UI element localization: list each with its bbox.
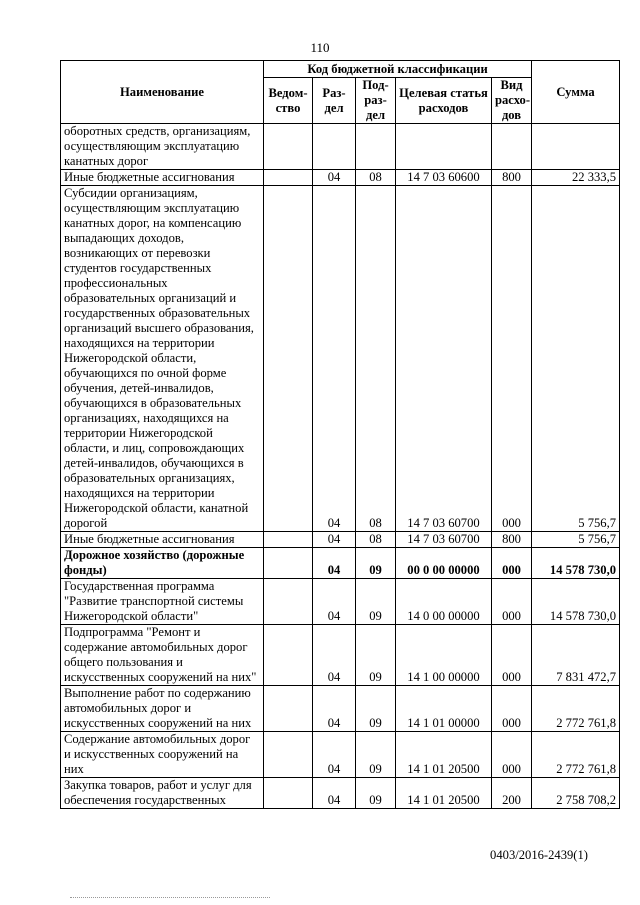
table-row bbox=[61, 778, 620, 809]
row-target-article-cell: 14 1 01 00000 bbox=[396, 686, 492, 732]
row-expense-type-cell: 000 bbox=[492, 579, 532, 625]
table-row bbox=[61, 124, 620, 170]
header-expense-type: Вид расхо-дов bbox=[492, 78, 532, 124]
row-razdel-cell bbox=[313, 124, 356, 170]
row-expense-type-cell bbox=[492, 124, 532, 170]
table-row bbox=[61, 170, 620, 186]
row-podrazdel-cell: 09 bbox=[356, 625, 396, 686]
row-target-article-cell: 14 1 01 20500 bbox=[396, 732, 492, 778]
row-razdel-cell: 04 bbox=[313, 778, 356, 809]
header-name: Наименование bbox=[61, 61, 264, 124]
table-row bbox=[61, 186, 620, 532]
row-target-article-cell: 14 0 00 00000 bbox=[396, 579, 492, 625]
row-sum-cell: 22 333,5 bbox=[532, 170, 620, 186]
row-razdel-cell: 04 bbox=[313, 579, 356, 625]
row-razdel-cell: 04 bbox=[313, 686, 356, 732]
row-vedomstvo-cell bbox=[264, 532, 313, 548]
row-sum-cell bbox=[532, 124, 620, 170]
row-razdel-cell: 04 bbox=[313, 186, 356, 532]
table-row bbox=[61, 579, 620, 625]
table-row bbox=[61, 686, 620, 732]
row-expense-type-cell: 800 bbox=[492, 170, 532, 186]
row-target-article-cell bbox=[396, 124, 492, 170]
scan-artifact-line bbox=[70, 897, 270, 899]
row-target-article-cell: 14 7 03 60700 bbox=[396, 186, 492, 532]
row-vedomstvo-cell bbox=[264, 186, 313, 532]
header-classification-group: Код бюджетной классификации bbox=[264, 61, 532, 78]
row-vedomstvo-cell bbox=[264, 548, 313, 579]
row-name-cell: Содержание автомобильных дорог и искусственных сооружений на них bbox=[61, 732, 264, 778]
row-target-article-cell: 00 0 00 00000 bbox=[396, 548, 492, 579]
row-name-cell: Подпрограмма "Ремонт и содержание автомобильных дорог общего пользования и искусственных сооружений на них" bbox=[61, 625, 264, 686]
page-number: 110 bbox=[310, 40, 330, 55]
row-sum-cell: 5 756,7 bbox=[532, 186, 620, 532]
budget-table bbox=[60, 60, 620, 809]
row-podrazdel-cell: 09 bbox=[356, 778, 396, 809]
row-name-cell: Выполнение работ по содержанию автомобильных дорог и искусственных сооружений на них bbox=[61, 686, 264, 732]
header-target-article: Целевая статья расходов bbox=[396, 78, 492, 124]
row-target-article-cell: 14 7 03 60700 bbox=[396, 532, 492, 548]
row-name-cell: Иные бюджетные ассигнования bbox=[61, 532, 264, 548]
row-sum-cell: 14 578 730,0 bbox=[532, 579, 620, 625]
row-vedomstvo-cell bbox=[264, 778, 313, 809]
row-name-cell: Закупка товаров, работ и услуг для обеспечения государственных bbox=[61, 778, 264, 809]
table-row bbox=[61, 625, 620, 686]
row-podrazdel-cell: 09 bbox=[356, 579, 396, 625]
row-podrazdel-cell: 08 bbox=[356, 170, 396, 186]
row-sum-cell: 2 772 761,8 bbox=[532, 686, 620, 732]
row-vedomstvo-cell bbox=[264, 124, 313, 170]
row-expense-type-cell: 000 bbox=[492, 625, 532, 686]
row-vedomstvo-cell bbox=[264, 732, 313, 778]
row-vedomstvo-cell bbox=[264, 686, 313, 732]
row-vedomstvo-cell bbox=[264, 170, 313, 186]
table-row bbox=[61, 732, 620, 778]
row-sum-cell: 5 756,7 bbox=[532, 532, 620, 548]
row-vedomstvo-cell bbox=[264, 625, 313, 686]
row-expense-type-cell: 000 bbox=[492, 732, 532, 778]
row-expense-type-cell: 000 bbox=[492, 186, 532, 532]
row-podrazdel-cell: 09 bbox=[356, 732, 396, 778]
document-code: 0403/2016-2439(1) bbox=[490, 848, 588, 862]
row-podrazdel-cell bbox=[356, 124, 396, 170]
row-target-article-cell: 14 1 00 00000 bbox=[396, 625, 492, 686]
header-razdel: Раз-дел bbox=[313, 78, 356, 124]
row-target-article-cell: 14 1 01 20500 bbox=[396, 778, 492, 809]
row-sum-cell: 7 831 472,7 bbox=[532, 625, 620, 686]
row-podrazdel-cell: 08 bbox=[356, 532, 396, 548]
row-razdel-cell: 04 bbox=[313, 732, 356, 778]
header-podrazdel: Под-раз-дел bbox=[356, 78, 396, 124]
row-razdel-cell: 04 bbox=[313, 625, 356, 686]
row-razdel-cell: 04 bbox=[313, 548, 356, 579]
row-target-article-cell: 14 7 03 60600 bbox=[396, 170, 492, 186]
header-vedomstvo: Ведом-ство bbox=[264, 78, 313, 124]
header-row-1 bbox=[61, 61, 620, 78]
row-name-cell: оборотных средств, организациям, осуществляющим эксплуатацию канатных дорог bbox=[61, 124, 264, 170]
row-name-cell: Дорожное хозяйство (дорожные фонды) bbox=[61, 548, 264, 579]
header-sum: Сумма bbox=[532, 61, 620, 124]
row-vedomstvo-cell bbox=[264, 579, 313, 625]
row-expense-type-cell: 800 bbox=[492, 532, 532, 548]
row-podrazdel-cell: 09 bbox=[356, 548, 396, 579]
row-podrazdel-cell: 08 bbox=[356, 186, 396, 532]
row-sum-cell: 2 758 708,2 bbox=[532, 778, 620, 809]
row-name-cell: Субсидии организациям, осуществляющим эксплуатацию канатных дорог, на компенсацию выпадающих доходов, возникающих от перевозки студентов государственных профессиональных образовательных организаций и государственных образовательных организаций высшего образования, находящихся на территории Нижегородской области, обучающихся по очной форме обучения, детей-инвалидов, обучающихся в образовательных организациях, находящихся на территории Нижегородской области, и лиц, сопровождающих детей-инвалидов, обучающихся в образовательных организациях, находящихся на территории Нижегородской области, канатной дорогой bbox=[61, 186, 264, 532]
row-expense-type-cell: 000 bbox=[492, 686, 532, 732]
row-name-cell: Государственная программа "Развитие транспортной системы Нижегородской области" bbox=[61, 579, 264, 625]
row-expense-type-cell: 200 bbox=[492, 778, 532, 809]
table-body bbox=[61, 124, 620, 809]
row-razdel-cell: 04 bbox=[313, 532, 356, 548]
row-sum-cell: 2 772 761,8 bbox=[532, 732, 620, 778]
row-podrazdel-cell: 09 bbox=[356, 686, 396, 732]
table-row bbox=[61, 548, 620, 579]
row-razdel-cell: 04 bbox=[313, 170, 356, 186]
row-expense-type-cell: 000 bbox=[492, 548, 532, 579]
row-sum-cell: 14 578 730,0 bbox=[532, 548, 620, 579]
row-name-cell: Иные бюджетные ассигнования bbox=[61, 170, 264, 186]
table-row bbox=[61, 532, 620, 548]
